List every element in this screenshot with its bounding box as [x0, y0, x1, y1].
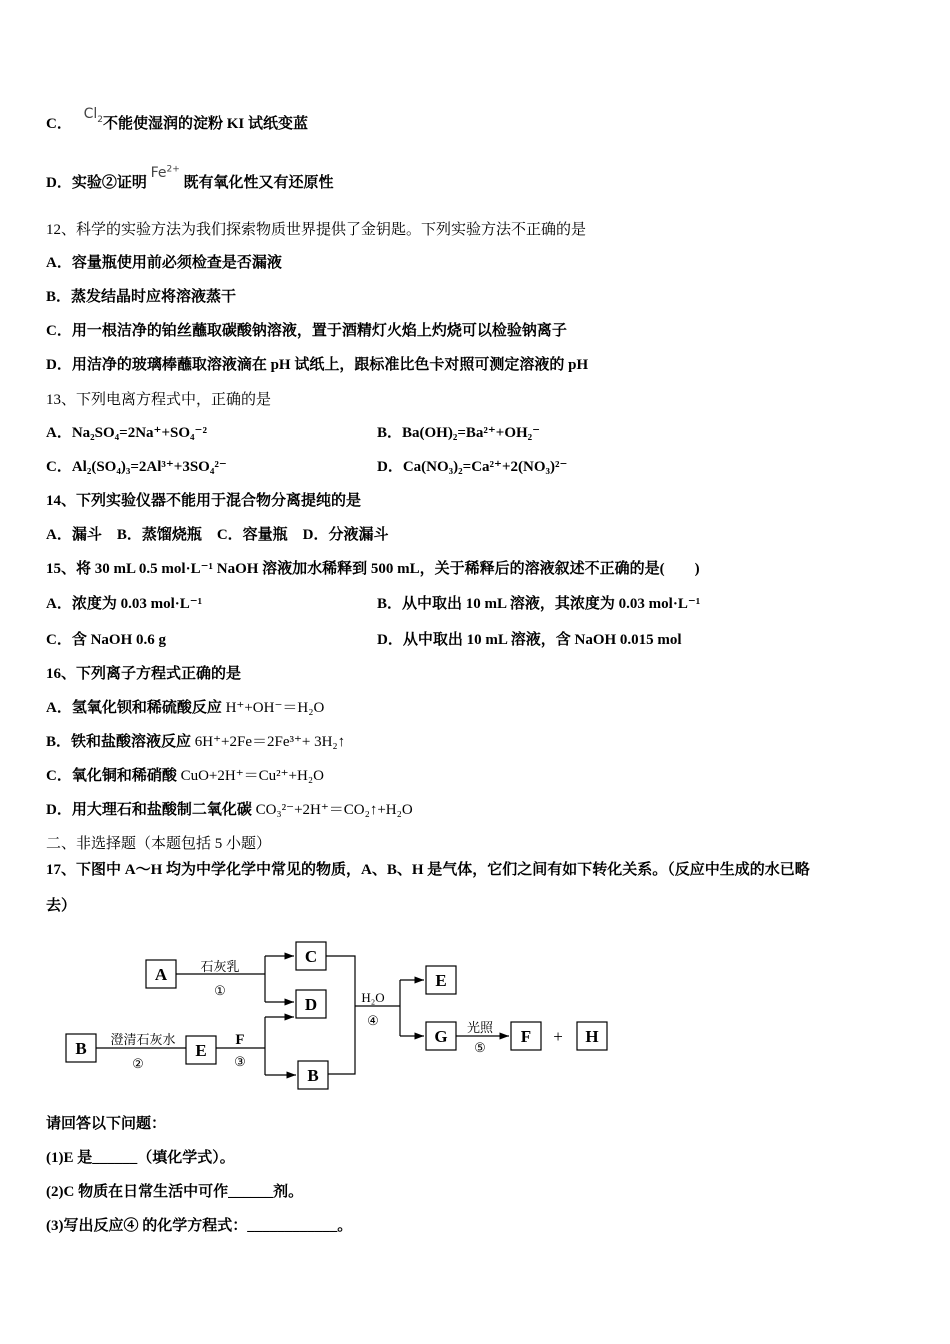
node-b-2: B [307, 1066, 319, 1085]
q16-option-c: C．氧化铜和稀硝酸 CuO+2H⁺＝Cu²⁺+H₂O [46, 768, 324, 784]
q17-stem-line1: 17、下图中 A～H 均为中学化学中常见的物质，A、B、H 是气体，它们之间有如下转化关系。（反应中生成的水已略 [46, 862, 810, 878]
label-r4: H₂O [361, 990, 385, 1005]
label-r5: 光照 [466, 1020, 494, 1035]
q17-stem-line2: 去） [46, 898, 77, 914]
q13-option-c: C．Al₂(SO₄)₃=2Al³⁺+3SO₄²⁻ [46, 459, 227, 475]
q12-option-b: B．蒸发结晶时应将溶液蒸干 [46, 289, 237, 305]
formula-cl2: $Cl_2$ [83, 106, 103, 125]
q14-stem: 14、下列实验仪器不能用于混合物分离提纯的是 [46, 493, 362, 509]
q11-option-d: D．实验②证明 $Fe^{2+}$ 既有氧化性又有还原性 [46, 164, 334, 191]
node-f: F [520, 1027, 532, 1046]
q12-option-c: C．用一根洁净的铂丝蘸取碳酸钠溶液，置于酒精灯火焰上灼烧可以检验钠离子 [46, 323, 567, 339]
label-n4: ④ [367, 1013, 379, 1028]
node-b: B [75, 1039, 87, 1058]
q16-option-a: A．氢氧化钡和稀硫酸反应 H⁺+OH⁻＝H₂O [46, 700, 325, 716]
node-c: C [304, 947, 318, 966]
q17-part-1: (1)E 是______（填化学式）。 [46, 1150, 235, 1166]
q12-option-d: D．用洁净的玻璃棒蘸取溶液滴在 pH 试纸上，跟标准比色卡对照可测定溶液的 pH [46, 357, 589, 373]
q13-stem: 13、下列电离方程式中，正确的是 [46, 392, 272, 408]
q17-part-2: (2)C 物质在日常生活中可作______剂。 [46, 1184, 304, 1200]
q13-option-d: D．Ca(NO₃)₂=Ca²⁺+2(NO₃)²⁻ [377, 459, 568, 475]
node-e: E [195, 1041, 207, 1060]
node-d: D [304, 995, 318, 1014]
q15-option-d: D．从中取出 10 mL 溶液，含 NaOH 0.015 mol [377, 632, 682, 648]
q17-part-3: (3)写出反应④ 的化学方程式：____________。 [46, 1218, 353, 1234]
q12-option-a: A．容量瓶使用前必须检查是否漏液 [46, 255, 282, 271]
q17-prompt: 请回答以下问题： [46, 1116, 167, 1132]
node-h: H [585, 1027, 599, 1046]
q15-option-c: C．含 NaOH 0.6 g [46, 632, 167, 648]
formula-fe2: $Fe^{2+}$ [150, 164, 180, 181]
plus-sign: + [553, 1027, 563, 1046]
label-n2: ② [132, 1056, 144, 1071]
q15-stem: 15、将 30 mL 0.5 mol·L⁻¹ NaOH 溶液加水稀释到 500 mL，关于稀释后的溶液叙述不正确的是( ) [46, 561, 700, 577]
q11-option-c: C． $Cl_2$不能使湿润的淀粉 KI 试纸变蓝 [46, 106, 309, 132]
q16-option-b: B．铁和盐酸溶液反应 6H⁺+2Fe＝2Fe³⁺+ 3H₂↑ [46, 734, 346, 750]
label-r3: F [235, 1032, 245, 1048]
label-r1: 石灰乳 [200, 959, 240, 974]
label-n1: ① [214, 983, 226, 998]
node-e-2: E [435, 971, 447, 990]
q12-stem: 12、科学的实验方法为我们探索物质世界提供了金钥匙。下列实验方法不正确的是 [46, 222, 587, 238]
q13-option-b: B．Ba(OH)₂=Ba²⁺+OH₂⁻ [377, 425, 541, 441]
q15-option-b: B．从中取出 10 mL 溶液，其浓度为 0.03 mol·L⁻¹ [377, 596, 701, 612]
q16-stem: 16、下列离子方程式正确的是 [46, 666, 242, 682]
label-n3: ③ [234, 1054, 246, 1069]
label-r2: 澄清石灰水 [110, 1032, 176, 1047]
label-n5: ⑤ [474, 1040, 486, 1055]
node-g: G [434, 1027, 448, 1046]
section-heading: 二、非选择题（本题包括 5 小题） [46, 836, 272, 852]
q14-options: A．漏斗 B．蒸馏烧瓶 C．容量瓶 D．分液漏斗 [46, 527, 389, 543]
q13-option-a: A．Na₂SO₄=2Na⁺+SO₄⁻² [46, 425, 207, 441]
q16-option-d: D．用大理石和盐酸制二氧化碳 CO₃²⁻+2H⁺＝CO₂↑+H₂O [46, 802, 413, 818]
node-a: A [154, 965, 168, 984]
q15-option-a: A．浓度为 0.03 mol·L⁻¹ [46, 596, 203, 612]
